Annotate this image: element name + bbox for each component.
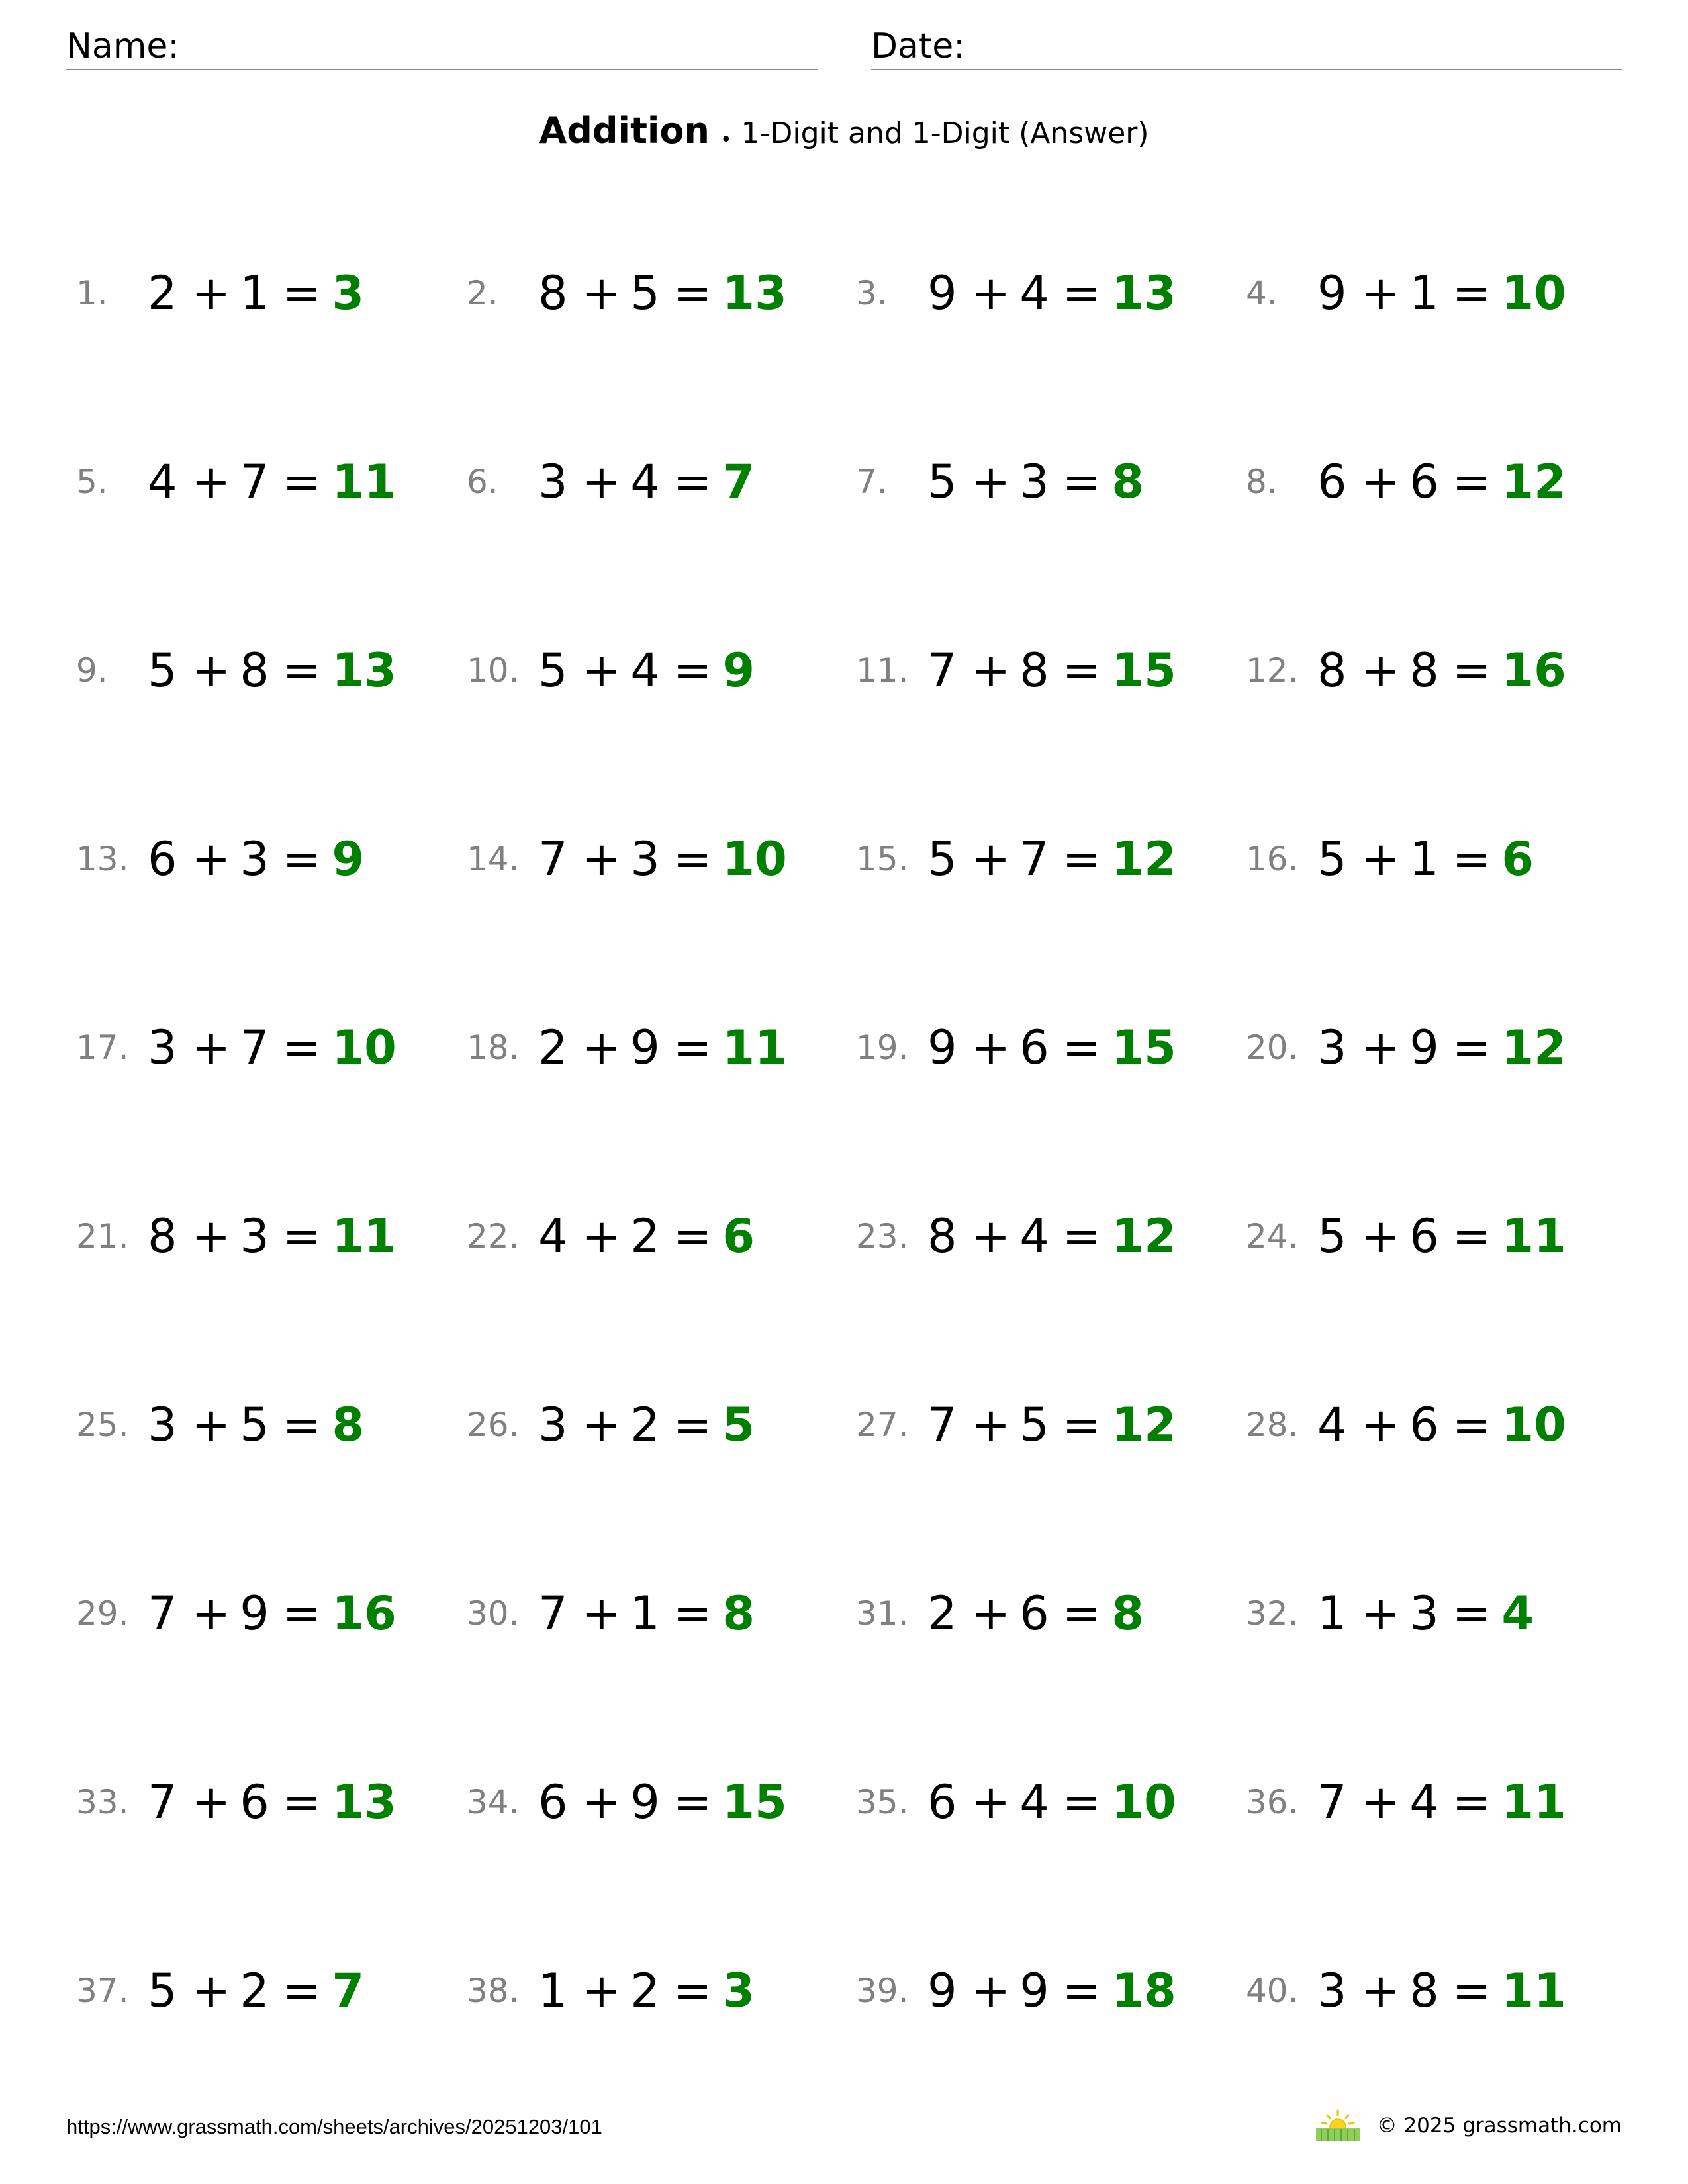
addend-b: 6 bbox=[240, 1775, 269, 1829]
addend-a: 7 bbox=[538, 1586, 568, 1641]
problem-item bbox=[856, 253, 1176, 333]
addend-a: 2 bbox=[538, 1021, 568, 1075]
equals-sign: = bbox=[282, 1209, 322, 1263]
plus-sign: + bbox=[191, 1021, 231, 1075]
plus-sign: + bbox=[582, 1964, 622, 2018]
addend-b: 2 bbox=[240, 1964, 269, 2018]
problem-item bbox=[1246, 253, 1566, 333]
addend-a: 1 bbox=[538, 1964, 568, 2018]
equals-sign: = bbox=[282, 1586, 322, 1641]
problem-number: 38. bbox=[467, 1972, 520, 2010]
addend-a: 9 bbox=[927, 1021, 957, 1075]
addend-a: 3 bbox=[538, 1398, 568, 1452]
answer: 9 bbox=[332, 832, 365, 886]
plus-sign: + bbox=[971, 1021, 1011, 1075]
answer: 8 bbox=[1111, 1586, 1145, 1641]
addend-b: 4 bbox=[1409, 1775, 1439, 1829]
plus-sign: + bbox=[582, 1209, 622, 1263]
problem-number: 26. bbox=[467, 1406, 520, 1444]
problem-grid bbox=[0, 199, 1688, 2019]
plus-sign: + bbox=[971, 1398, 1011, 1452]
equals-sign: = bbox=[673, 455, 712, 509]
problem-number: 1. bbox=[76, 274, 108, 312]
equals-sign: = bbox=[1452, 643, 1491, 698]
problem-item bbox=[1246, 1951, 1566, 2030]
problem-item bbox=[1246, 631, 1566, 710]
answer: 10 bbox=[1501, 1398, 1566, 1452]
equals-sign: = bbox=[1452, 1021, 1491, 1075]
plus-sign: + bbox=[1361, 1586, 1401, 1641]
addend-a: 7 bbox=[538, 832, 568, 886]
equals-sign: = bbox=[673, 643, 712, 698]
problem-number: 21. bbox=[76, 1217, 129, 1255]
addend-b: 6 bbox=[1409, 1209, 1439, 1263]
equals-sign: = bbox=[282, 455, 322, 509]
equals-sign: = bbox=[1062, 1398, 1102, 1452]
equals-sign: = bbox=[282, 643, 322, 698]
addend-a: 5 bbox=[927, 832, 957, 886]
equals-sign: = bbox=[1452, 1398, 1491, 1452]
plus-sign: + bbox=[191, 1775, 231, 1829]
addend-a: 8 bbox=[538, 266, 568, 320]
problem-item bbox=[856, 1951, 1176, 2030]
equals-sign: = bbox=[1062, 1775, 1102, 1829]
problem-number: 5. bbox=[76, 463, 108, 501]
addend-a: 9 bbox=[927, 266, 957, 320]
problem-number: 23. bbox=[856, 1217, 909, 1255]
equals-sign: = bbox=[1062, 643, 1102, 698]
problem-item bbox=[467, 631, 755, 710]
problem-number: 8. bbox=[1246, 463, 1278, 501]
answer: 10 bbox=[1501, 266, 1566, 320]
problem-number: 14. bbox=[467, 840, 520, 878]
problem-item bbox=[1246, 1574, 1534, 1653]
addend-a: 6 bbox=[538, 1775, 568, 1829]
plus-sign: + bbox=[971, 832, 1011, 886]
addend-a: 4 bbox=[1317, 1398, 1347, 1452]
date-label: Date: bbox=[871, 26, 965, 66]
addend-b: 4 bbox=[1019, 266, 1049, 320]
problem-number: 36. bbox=[1246, 1783, 1299, 1821]
equals-sign: = bbox=[673, 1021, 712, 1075]
equals-sign: = bbox=[282, 1021, 322, 1075]
answer: 13 bbox=[332, 1775, 397, 1829]
problem-number: 29. bbox=[76, 1594, 129, 1633]
answer: 12 bbox=[1111, 832, 1176, 886]
addend-b: 8 bbox=[1019, 643, 1049, 698]
addend-a: 7 bbox=[927, 1398, 957, 1452]
answer: 6 bbox=[1501, 832, 1534, 886]
equals-sign: = bbox=[1452, 266, 1491, 320]
addend-b: 2 bbox=[630, 1398, 660, 1452]
plus-sign: + bbox=[582, 643, 622, 698]
problem-number: 34. bbox=[467, 1783, 520, 1821]
answer: 7 bbox=[332, 1964, 365, 2018]
addend-a: 2 bbox=[148, 266, 177, 320]
addend-b: 9 bbox=[630, 1775, 660, 1829]
answer: 12 bbox=[1501, 455, 1566, 509]
plus-sign: + bbox=[1361, 643, 1401, 698]
answer: 10 bbox=[1111, 1775, 1176, 1829]
addend-b: 9 bbox=[1019, 1964, 1049, 2018]
equals-sign: = bbox=[282, 1398, 322, 1452]
equals-sign: = bbox=[673, 1586, 712, 1641]
plus-sign: + bbox=[971, 1209, 1011, 1263]
answer: 12 bbox=[1111, 1209, 1176, 1263]
date-field[interactable] bbox=[871, 24, 1622, 70]
problem-number: 10. bbox=[467, 651, 520, 690]
problem-number: 37. bbox=[76, 1972, 129, 2010]
addend-a: 3 bbox=[148, 1398, 177, 1452]
addend-b: 4 bbox=[1019, 1209, 1049, 1263]
problem-item bbox=[76, 819, 364, 899]
answer: 3 bbox=[332, 266, 365, 320]
problem-number: 7. bbox=[856, 463, 888, 501]
answer: 11 bbox=[1501, 1964, 1566, 2018]
problem-item bbox=[1246, 1385, 1566, 1465]
problem-item bbox=[76, 1574, 397, 1653]
addend-a: 5 bbox=[148, 1964, 177, 2018]
answer: 9 bbox=[722, 643, 755, 698]
problem-item bbox=[76, 1951, 364, 2030]
plus-sign: + bbox=[1361, 1398, 1401, 1452]
addend-a: 2 bbox=[927, 1586, 957, 1641]
answer: 6 bbox=[722, 1209, 755, 1263]
footer-url: https://www.grassmath.com/sheets/archives/20251203/101 bbox=[66, 2115, 602, 2138]
title-main: Addition bbox=[539, 110, 710, 152]
equals-sign: = bbox=[673, 1398, 712, 1452]
problem-number: 30. bbox=[467, 1594, 520, 1633]
equals-sign: = bbox=[1062, 832, 1102, 886]
addend-a: 3 bbox=[148, 1021, 177, 1075]
problem-item bbox=[76, 1197, 397, 1276]
problem-item bbox=[467, 1951, 755, 2030]
problem-item bbox=[467, 1008, 787, 1087]
worksheet-title bbox=[0, 105, 1688, 167]
addend-b: 9 bbox=[1409, 1021, 1439, 1075]
problem-number: 15. bbox=[856, 840, 909, 878]
addend-b: 8 bbox=[240, 643, 269, 698]
plus-sign: + bbox=[191, 1964, 231, 2018]
answer: 15 bbox=[722, 1775, 787, 1829]
addend-b: 5 bbox=[240, 1398, 269, 1452]
problem-number: 27. bbox=[856, 1406, 909, 1444]
answer: 8 bbox=[332, 1398, 365, 1452]
problem-number: 4. bbox=[1246, 274, 1278, 312]
plus-sign: + bbox=[191, 832, 231, 886]
problem-item bbox=[1246, 1762, 1566, 1842]
equals-sign: = bbox=[1062, 1964, 1102, 2018]
addend-a: 4 bbox=[538, 1209, 568, 1263]
name-field[interactable] bbox=[66, 24, 818, 70]
plus-sign: + bbox=[1361, 1964, 1401, 2018]
answer: 15 bbox=[1111, 643, 1176, 698]
problem-item bbox=[856, 1574, 1144, 1653]
problem-item bbox=[856, 1197, 1176, 1276]
addend-a: 3 bbox=[538, 455, 568, 509]
problem-item bbox=[467, 1385, 755, 1465]
problem-number: 25. bbox=[76, 1406, 129, 1444]
problem-number: 31. bbox=[856, 1594, 909, 1633]
equals-sign: = bbox=[1062, 1209, 1102, 1263]
addend-b: 1 bbox=[1409, 266, 1439, 320]
answer: 10 bbox=[332, 1021, 397, 1075]
problem-number: 24. bbox=[1246, 1217, 1299, 1255]
addend-a: 5 bbox=[148, 643, 177, 698]
equals-sign: = bbox=[282, 266, 322, 320]
title-separator: • bbox=[720, 128, 732, 152]
plus-sign: + bbox=[1361, 266, 1401, 320]
problem-item bbox=[467, 819, 787, 899]
addend-b: 1 bbox=[240, 266, 269, 320]
addend-a: 7 bbox=[1317, 1775, 1347, 1829]
addend-b: 7 bbox=[240, 1021, 269, 1075]
problem-item bbox=[76, 442, 397, 522]
problem-number: 13. bbox=[76, 840, 129, 878]
addend-a: 9 bbox=[927, 1964, 957, 2018]
answer: 4 bbox=[1501, 1586, 1534, 1641]
addend-b: 9 bbox=[240, 1586, 269, 1641]
addend-a: 5 bbox=[538, 643, 568, 698]
problem-item bbox=[467, 1762, 787, 1842]
addend-b: 6 bbox=[1409, 1398, 1439, 1452]
equals-sign: = bbox=[673, 1775, 712, 1829]
addend-a: 3 bbox=[1317, 1964, 1347, 2018]
equals-sign: = bbox=[1452, 1209, 1491, 1263]
equals-sign: = bbox=[673, 1209, 712, 1263]
answer: 11 bbox=[1501, 1209, 1566, 1263]
addend-a: 6 bbox=[927, 1775, 957, 1829]
equals-sign: = bbox=[282, 1775, 322, 1829]
addend-a: 7 bbox=[148, 1586, 177, 1641]
addend-a: 5 bbox=[927, 455, 957, 509]
addend-a: 4 bbox=[148, 455, 177, 509]
problem-item bbox=[467, 442, 755, 522]
problem-item bbox=[856, 442, 1144, 522]
addend-b: 3 bbox=[240, 1209, 269, 1263]
plus-sign: + bbox=[191, 1586, 231, 1641]
problem-number: 12. bbox=[1246, 651, 1299, 690]
addend-b: 4 bbox=[1019, 1775, 1049, 1829]
footer-brand bbox=[1315, 2107, 1622, 2144]
answer: 7 bbox=[722, 455, 755, 509]
equals-sign: = bbox=[282, 832, 322, 886]
plus-sign: + bbox=[971, 1586, 1011, 1641]
addend-b: 8 bbox=[1409, 643, 1439, 698]
addend-b: 4 bbox=[630, 455, 660, 509]
addend-a: 6 bbox=[148, 832, 177, 886]
plus-sign: + bbox=[582, 1586, 622, 1641]
problem-number: 35. bbox=[856, 1783, 909, 1821]
answer: 10 bbox=[722, 832, 787, 886]
problem-number: 6. bbox=[467, 463, 498, 501]
plus-sign: + bbox=[191, 266, 231, 320]
answer: 16 bbox=[332, 1586, 397, 1641]
equals-sign: = bbox=[282, 1964, 322, 2018]
answer: 12 bbox=[1501, 1021, 1566, 1075]
plus-sign: + bbox=[971, 1964, 1011, 2018]
addend-b: 7 bbox=[240, 455, 269, 509]
plus-sign: + bbox=[971, 266, 1011, 320]
addend-a: 7 bbox=[927, 643, 957, 698]
problem-item bbox=[856, 1762, 1176, 1842]
name-label: Name: bbox=[66, 26, 179, 66]
addend-b: 1 bbox=[1409, 832, 1439, 886]
plus-sign: + bbox=[971, 455, 1011, 509]
answer: 18 bbox=[1111, 1964, 1176, 2018]
addend-b: 5 bbox=[630, 266, 660, 320]
plus-sign: + bbox=[191, 643, 231, 698]
addend-b: 6 bbox=[1019, 1586, 1049, 1641]
answer: 3 bbox=[722, 1964, 755, 2018]
equals-sign: = bbox=[673, 266, 712, 320]
plus-sign: + bbox=[191, 1209, 231, 1263]
answer: 13 bbox=[722, 266, 787, 320]
addend-a: 9 bbox=[1317, 266, 1347, 320]
addend-a: 1 bbox=[1317, 1586, 1347, 1641]
plus-sign: + bbox=[1361, 832, 1401, 886]
answer: 8 bbox=[1111, 455, 1145, 509]
problem-number: 28. bbox=[1246, 1406, 1299, 1444]
answer: 15 bbox=[1111, 1021, 1176, 1075]
problem-item bbox=[856, 1385, 1176, 1465]
addend-a: 5 bbox=[1317, 832, 1347, 886]
problem-item bbox=[467, 253, 787, 333]
addend-a: 7 bbox=[148, 1775, 177, 1829]
problem-number: 9. bbox=[76, 651, 108, 690]
plus-sign: + bbox=[191, 1398, 231, 1452]
plus-sign: + bbox=[582, 1021, 622, 1075]
equals-sign: = bbox=[1452, 455, 1491, 509]
problem-number: 33. bbox=[76, 1783, 129, 1821]
plus-sign: + bbox=[971, 643, 1011, 698]
addend-b: 9 bbox=[630, 1021, 660, 1075]
addend-b: 5 bbox=[1019, 1398, 1049, 1452]
problem-item bbox=[856, 819, 1176, 899]
equals-sign: = bbox=[1062, 455, 1102, 509]
problem-number: 32. bbox=[1246, 1594, 1299, 1633]
addend-b: 3 bbox=[630, 832, 660, 886]
answer: 12 bbox=[1111, 1398, 1176, 1452]
problem-item bbox=[467, 1197, 755, 1276]
equals-sign: = bbox=[1062, 1021, 1102, 1075]
grassmath-logo-icon bbox=[1315, 2109, 1361, 2142]
problem-item bbox=[76, 631, 397, 710]
plus-sign: + bbox=[582, 455, 622, 509]
addend-b: 2 bbox=[630, 1964, 660, 2018]
problem-item bbox=[467, 1574, 755, 1653]
addend-b: 7 bbox=[1019, 832, 1049, 886]
problem-item bbox=[1246, 442, 1566, 522]
addend-b: 3 bbox=[240, 832, 269, 886]
plus-sign: + bbox=[191, 455, 231, 509]
problem-number: 11. bbox=[856, 651, 909, 690]
equals-sign: = bbox=[1452, 1964, 1491, 2018]
problem-item bbox=[76, 1385, 364, 1465]
equals-sign: = bbox=[673, 832, 712, 886]
plus-sign: + bbox=[582, 832, 622, 886]
plus-sign: + bbox=[582, 266, 622, 320]
footer-copyright: © 2025 grassmath.com bbox=[1376, 2114, 1622, 2138]
answer: 8 bbox=[722, 1586, 755, 1641]
problem-number: 39. bbox=[856, 1972, 909, 2010]
problem-number: 18. bbox=[467, 1028, 520, 1067]
addend-a: 3 bbox=[1317, 1021, 1347, 1075]
plus-sign: + bbox=[1361, 455, 1401, 509]
addend-a: 5 bbox=[1317, 1209, 1347, 1263]
plus-sign: + bbox=[582, 1775, 622, 1829]
problem-number: 16. bbox=[1246, 840, 1299, 878]
addend-b: 2 bbox=[630, 1209, 660, 1263]
equals-sign: = bbox=[1452, 832, 1491, 886]
problem-item bbox=[76, 1008, 397, 1087]
addend-a: 6 bbox=[1317, 455, 1347, 509]
plus-sign: + bbox=[1361, 1209, 1401, 1263]
plus-sign: + bbox=[582, 1398, 622, 1452]
problem-item bbox=[1246, 1008, 1566, 1087]
problem-number: 19. bbox=[856, 1028, 909, 1067]
addend-b: 3 bbox=[1019, 455, 1049, 509]
plus-sign: + bbox=[971, 1775, 1011, 1829]
problem-number: 3. bbox=[856, 274, 888, 312]
problem-number: 2. bbox=[467, 274, 498, 312]
addend-a: 8 bbox=[927, 1209, 957, 1263]
problem-item bbox=[856, 631, 1176, 710]
answer: 5 bbox=[722, 1398, 755, 1452]
equals-sign: = bbox=[1062, 1586, 1102, 1641]
addend-b: 4 bbox=[630, 643, 660, 698]
addend-b: 6 bbox=[1409, 455, 1439, 509]
answer: 11 bbox=[332, 455, 397, 509]
equals-sign: = bbox=[1452, 1775, 1491, 1829]
problem-item bbox=[1246, 1197, 1566, 1276]
problem-number: 40. bbox=[1246, 1972, 1299, 2010]
addend-b: 8 bbox=[1409, 1964, 1439, 2018]
equals-sign: = bbox=[673, 1964, 712, 2018]
title-subtitle: 1-Digit and 1-Digit (Answer) bbox=[741, 116, 1149, 150]
addend-b: 1 bbox=[630, 1586, 660, 1641]
addend-a: 8 bbox=[148, 1209, 177, 1263]
problem-item bbox=[76, 253, 364, 333]
plus-sign: + bbox=[1361, 1775, 1401, 1829]
problem-number: 22. bbox=[467, 1217, 520, 1255]
plus-sign: + bbox=[1361, 1021, 1401, 1075]
addend-b: 3 bbox=[1409, 1586, 1439, 1641]
problem-item bbox=[1246, 819, 1534, 899]
problem-item bbox=[76, 1762, 397, 1842]
problem-number: 17. bbox=[76, 1028, 129, 1067]
addend-a: 8 bbox=[1317, 643, 1347, 698]
problem-item bbox=[856, 1008, 1176, 1087]
answer: 16 bbox=[1501, 643, 1566, 698]
addend-b: 6 bbox=[1019, 1021, 1049, 1075]
answer: 13 bbox=[332, 643, 397, 698]
equals-sign: = bbox=[1062, 266, 1102, 320]
answer: 11 bbox=[332, 1209, 397, 1263]
equals-sign: = bbox=[1452, 1586, 1491, 1641]
answer: 13 bbox=[1111, 266, 1176, 320]
answer: 11 bbox=[722, 1021, 787, 1075]
answer: 11 bbox=[1501, 1775, 1566, 1829]
problem-number: 20. bbox=[1246, 1028, 1299, 1067]
